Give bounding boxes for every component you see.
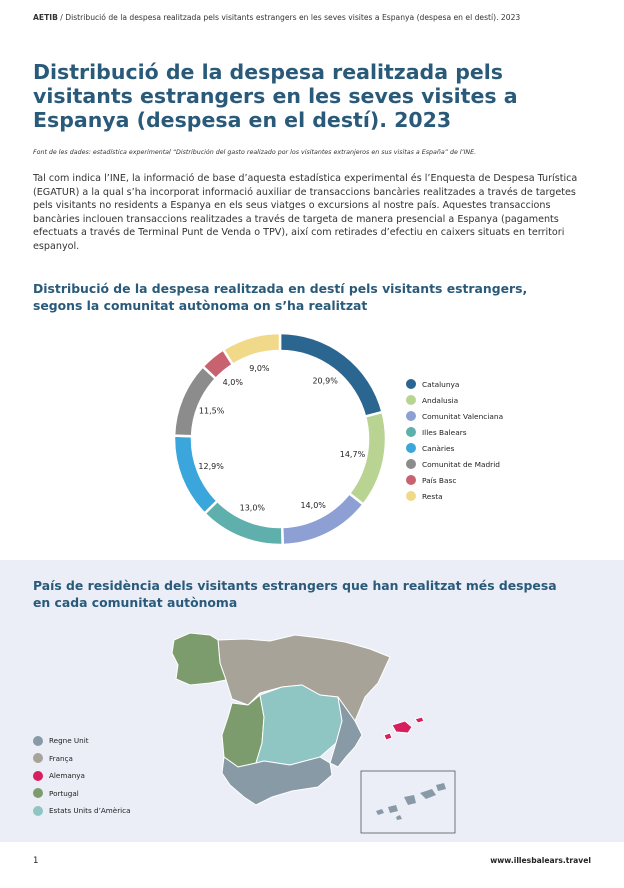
legend-swatch xyxy=(33,753,43,763)
legend-item xyxy=(406,376,503,392)
legend-label: País Basc xyxy=(422,475,457,485)
legend-item xyxy=(406,472,503,488)
donut-chart xyxy=(168,327,392,551)
donut-slice-comunitat-de-madrid xyxy=(174,366,216,436)
legend-swatch xyxy=(406,379,416,389)
donut-data-label: 9,0% xyxy=(249,363,270,373)
legend-swatch xyxy=(406,443,416,453)
legend-item xyxy=(406,424,503,440)
page-header xyxy=(33,13,520,22)
legend-label: Andalusia xyxy=(422,395,459,405)
legend-item xyxy=(406,456,503,472)
legend-item xyxy=(406,488,503,504)
map-region-canary-islands xyxy=(376,783,446,820)
legend-label: França xyxy=(49,753,73,763)
legend-swatch xyxy=(406,491,416,501)
map-legend-item xyxy=(33,767,131,785)
legend-label: Regne Unit xyxy=(49,736,89,746)
map-legend-item xyxy=(33,732,131,750)
legend-label: Portugal xyxy=(49,788,79,798)
canary-islands-inset xyxy=(361,771,455,833)
data-source: Font de les dades: estadística experimental “Distribución del gasto realizado por los visitantes extranjeros en sus visitas a España” de l’INE. xyxy=(33,149,477,156)
header-brand: AETIB xyxy=(33,13,58,22)
chart-legend xyxy=(406,376,503,504)
legend-swatch xyxy=(33,788,43,798)
legend-item xyxy=(406,408,503,424)
legend-swatch xyxy=(406,459,416,469)
legend-label: Catalunya xyxy=(422,379,460,389)
intro-paragraph: Tal com indica l’INE, la informació de base d’aquesta estadística experimental és l’Enquesta de Despesa Turística (EGATUR) a la qual s’ha incorporat informació auxiliar de transaccions bancàries realitzades a través de targetes pels visitants no residents a Espanya en els seus viatges o excursions al nostre país. Aquestes transaccions bancàries inclouen transaccions realitzades a través de targeta de manera presencial a Espanya (pagaments efectuats a través de Terminal Punt de Venda o TPV), així com retirades d’efectiu en caixers situats en territori espanyol. xyxy=(33,173,578,252)
header-separator: / xyxy=(57,13,66,22)
legend-swatch xyxy=(406,395,416,405)
legend-label: Canàries xyxy=(422,443,455,453)
map-legend xyxy=(33,732,131,820)
legend-swatch xyxy=(406,427,416,437)
legend-label: Comunitat Valenciana xyxy=(422,411,504,421)
legend-swatch xyxy=(33,806,43,816)
page-number: 1 xyxy=(33,856,39,866)
legend-swatch xyxy=(33,771,43,781)
legend-swatch xyxy=(406,475,416,485)
map-legend-item xyxy=(33,750,131,768)
legend-label: Alemanya xyxy=(49,771,85,781)
map-legend-item xyxy=(33,802,131,820)
map-region-castilla-la-mancha xyxy=(256,685,342,765)
legend-item xyxy=(406,392,503,408)
legend-label: Illes Balears xyxy=(422,427,467,437)
map-region-balearic-islands xyxy=(384,717,424,740)
header-text: Distribució de la despesa realitzada pels visitants estrangers en les seves visites a Espanya (despesa en el destí). 2023 xyxy=(65,13,521,22)
page-title: Distribució de la despesa realitzada pels visitants estrangers en les seves visites a Espanya (despesa en el destí). 2023 xyxy=(33,60,518,132)
donut-data-label: 12,9% xyxy=(198,462,224,472)
donut-data-label: 11,5% xyxy=(198,406,225,416)
legend-swatch xyxy=(33,736,43,746)
donut-data-label: 14,0% xyxy=(300,501,326,511)
donut-slice-can-ries xyxy=(174,436,217,514)
donut-slice-catalunya xyxy=(280,333,383,417)
legend-item xyxy=(406,440,503,456)
legend-label: Comunitat de Madrid xyxy=(422,459,500,469)
donut-data-label: 14,7% xyxy=(339,450,366,460)
donut-slices xyxy=(174,333,386,545)
map-regions xyxy=(172,633,424,805)
legend-swatch xyxy=(406,411,416,421)
map-legend-item xyxy=(33,785,131,803)
donut-data-label: 20,9% xyxy=(312,376,338,386)
donut-data-label: 13,0% xyxy=(239,503,266,513)
map-region-galicia xyxy=(172,633,226,685)
donut-labels xyxy=(198,364,365,513)
legend-label: Resta xyxy=(422,491,443,501)
legend-label: Estats Units d’Amèrica xyxy=(49,806,131,816)
donut-slice-resta xyxy=(223,333,280,365)
footer-url[interactable]: www.illesbalears.travel xyxy=(490,856,591,865)
donut-data-label: 4,0% xyxy=(222,377,243,387)
chart-section-title: Distribució de la despesa realitzada en destí pels visitants estrangers, segons la comunitat autònoma on s’ha realitzat xyxy=(33,281,528,313)
map-section-title: País de residència dels visitants estrangers que han realitzat més despesa en cada comunitat autònoma xyxy=(33,578,557,610)
spain-map xyxy=(160,625,460,841)
